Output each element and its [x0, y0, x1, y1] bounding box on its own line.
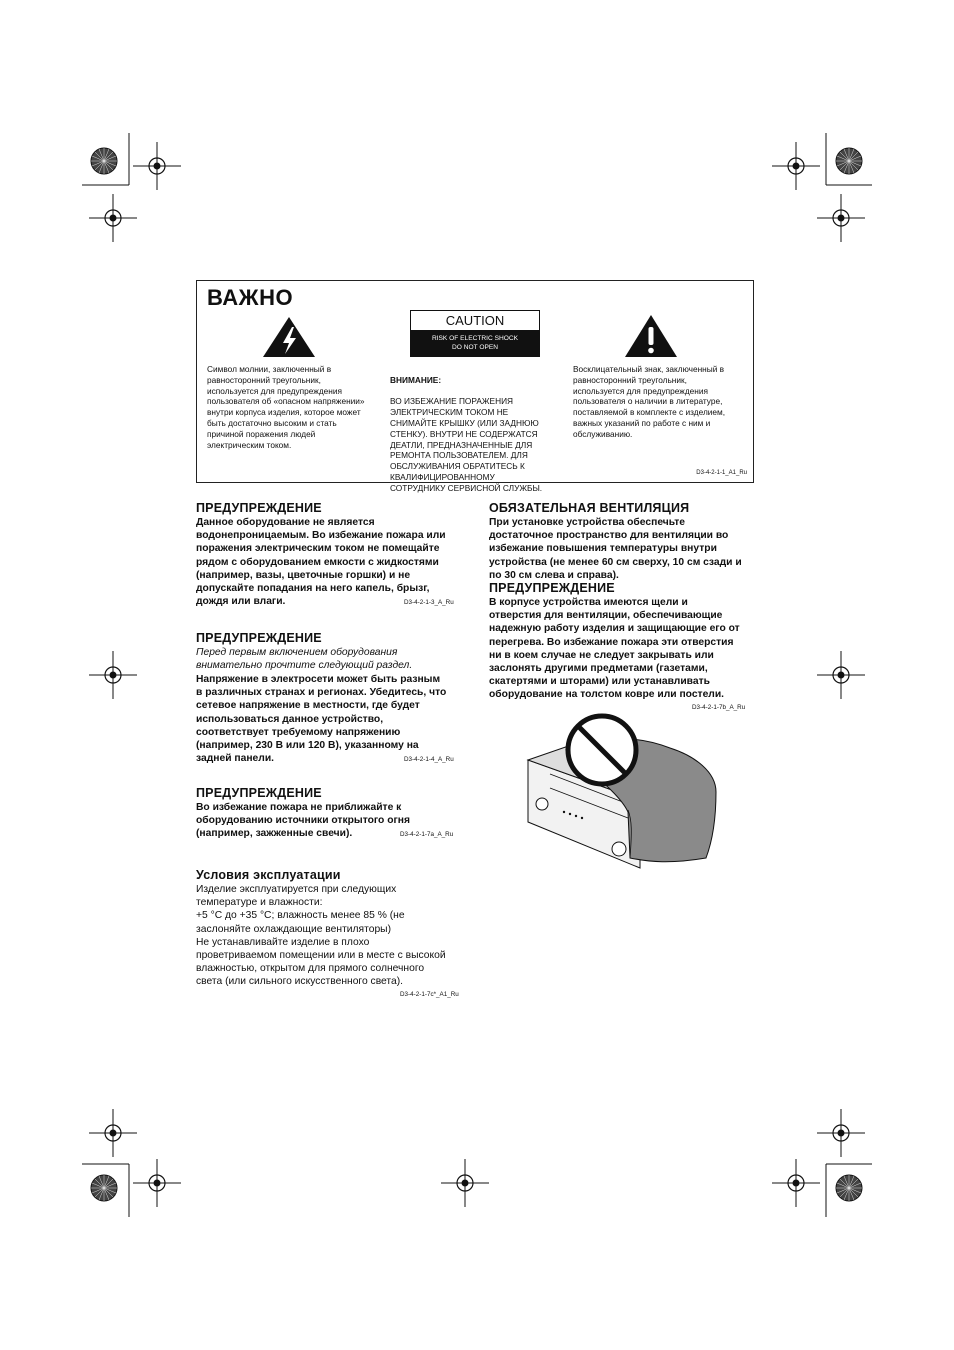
lightning-warning-triangle-icon [261, 315, 317, 359]
registration-cross-icon [817, 1109, 865, 1157]
color-bar-starburst-icon [91, 1175, 117, 1201]
registration-cross-icon [817, 194, 865, 242]
color-bar-starburst-icon [836, 148, 862, 174]
registration-cross-icon [817, 651, 865, 699]
important-title: ВАЖНО [207, 285, 294, 310]
document-code: D3-4-2-1-7a_A_Ru [400, 831, 454, 838]
warning-voltage-intro: Перед первым включением оборудования внимательно прочтите следующий раздел. [196, 647, 413, 672]
color-bar-starburst-icon [836, 1175, 862, 1201]
registration-cross-icon [441, 1159, 489, 1207]
warning-heading: ПРЕДУПРЕЖДЕНИЕ [196, 501, 322, 515]
warning-fire-text: Во избежание пожара не приближайте к оборудованию источники открытого огня (например, зажженные свечи). [196, 802, 411, 840]
warning-voltage-text: Напряжение в электросети может быть разным в различных странах и регионах. Убедитесь, что сетевое напряжение в местности, где будет использоваться данное устройство, соответствует требуемому напряжению (например, 230 В или 120 В), указанному на задней панели. [196, 674, 447, 765]
exclamation-symbol-description: Восклицательный знак, заключенный в равносторонний треугольник, используется для предупреждения пользователя о наличии в литературе, поставляемой в комплекте с изделием, важных указаний по работе с ним и обслуживанию. [573, 364, 726, 439]
document-code: D3-4-2-1-3_A_Ru [404, 599, 454, 606]
warning-heading: ПРЕДУПРЕЖДЕНИЕ [196, 786, 322, 800]
caution-notice [390, 364, 565, 504]
document-code: D3-4-2-1-7b_A_Ru [692, 704, 746, 711]
ventilation-text: При установке устройства обеспечьте достаточное пространство для вентиляции во избежание повышения температуры внутри устройства (не менее 60 см сверху, 10 см сзади и по 30 см слева и справа). [489, 517, 742, 581]
warning-water-text: Данное оборудование не является водонепроницаемым. Во избежание пожара или поражения электрическим током не помещайте рядом с оборудованием емкости с жидкостями (например, вазы, цветочные горшки) и не допускайте попадания на него капель, брызг, дождя или влаги. [196, 517, 446, 608]
document-code: D3-4-2-1-1_A1_Ru [696, 470, 747, 476]
lightning-symbol-description: Символ молнии, заключенный в равносторонний треугольник, используется для предупреждения пользователя об «опасном напряжении» внутри корпуса изделия, которое может быть достаточно высоким и стать причиной поражения людей электрическим током. [207, 364, 365, 450]
caution-word: CAUTION [411, 311, 539, 331]
document-code: D3-4-2-1-4_A_Ru [404, 756, 454, 763]
warning-heading: ПРЕДУПРЕЖДЕНИЕ [489, 581, 615, 595]
registration-cross-icon [133, 1159, 181, 1207]
caution-subtext: RISK OF ELECTRIC SHOCK DO NOT OPEN [411, 331, 539, 357]
document-code: D3-4-2-1-7c*_A1_Ru [400, 991, 459, 998]
registration-cross-icon [89, 651, 137, 699]
conditions-text: Изделие эксплуатируется при следующих температуре и влажности: +5 °C до +35 °C; влажность менее 85 % (не заслоняйте охлаждающие вентиляторы) Не устанавливайте изделие в плохо проветриваемом помещении или в месте с высокой влажностью, открытом для прямого солнечного света (или сильного искусственного света). [196, 884, 446, 988]
important-safety-box [196, 280, 754, 493]
registration-cross-icon [772, 1159, 820, 1207]
caution-text: ВО ИЗБЕЖАНИЕ ПОРАЖЕНИЯ ЭЛЕКТРИЧЕСКИМ ТОКОМ НЕ СНИМАЙТЕ КРЫШКУ (ИЛИ ЗАДНЮЮ СТЕНКУ). ВНУТРИ НЕ СОДЕРЖАТСЯ ДЕАТЛИ, ПРЕДНАЗНАЧЕННЫЕ ДЛЯ РЕМОНТА ПОЛЬЗОВАТЕЛЕМ. ДЛЯ ОБСЛУЖИВАНИЯ ОБРАТИТЕСЬ К КВАЛИФИЦИРОВАННОМУ СОТРУДНИКУ СЕРВИСНОЙ СЛУЖБЫ. [390, 396, 543, 493]
color-bar-starburst-icon [91, 148, 117, 174]
covered-receiver-prohibited-illustration [520, 712, 740, 872]
registration-cross-icon [133, 142, 181, 190]
warning-heading: ПРЕДУПРЕЖДЕНИЕ [196, 631, 322, 645]
ventilation-heading: ОБЯЗАТЕЛЬНАЯ ВЕНТИЛЯЦИЯ [489, 501, 690, 515]
caution-label [410, 310, 540, 357]
registration-cross-icon [772, 142, 820, 190]
caution-heading: ВНИМАНИЕ: [390, 374, 442, 385]
registration-cross-icon [89, 194, 137, 242]
registration-cross-icon [89, 1109, 137, 1157]
warning-ventilation-text: В корпусе устройства имеются щели и отверстия для вентиляции, обеспечивающие надежную работу изделия и защищающие его от перегрева. Во избежание пожара эти отверстия ни в коем случае не следует закрывать или заслонять другими предметами (газетами, скатертями и шторами) или устанавливать оборудование на толстом ковре или постели. [489, 597, 740, 701]
exclamation-warning-triangle-icon [623, 313, 679, 359]
conditions-heading: Условия эксплуатации [196, 868, 341, 882]
